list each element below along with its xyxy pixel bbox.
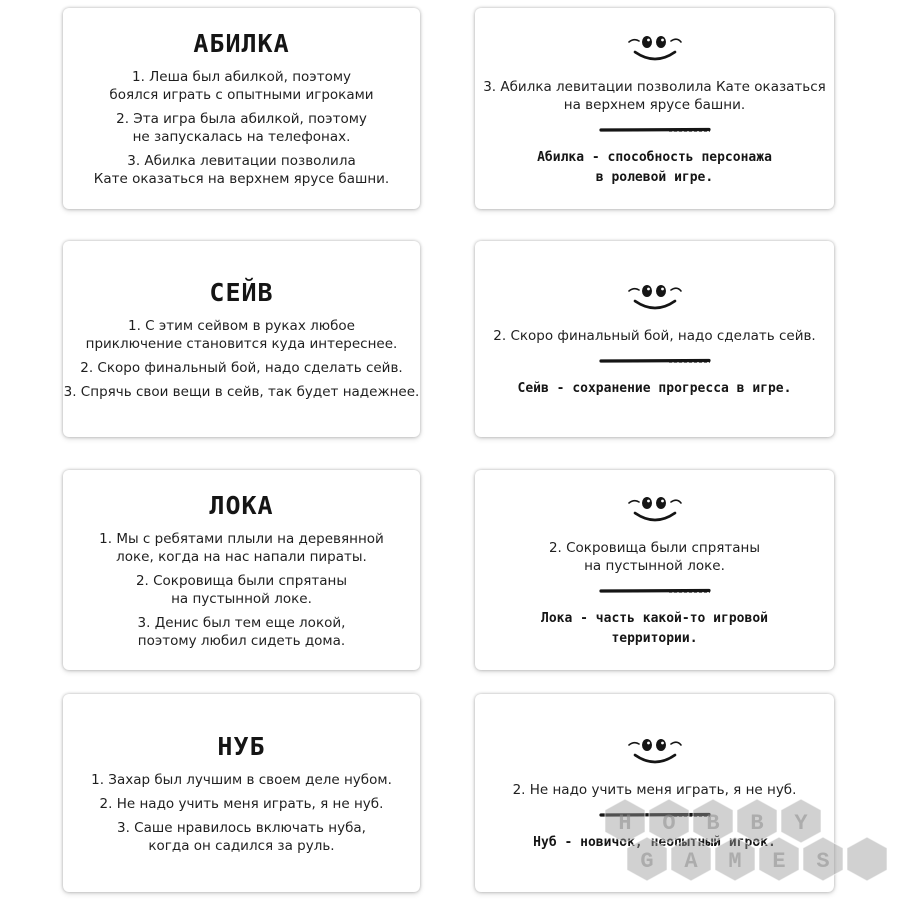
brush-stroke-divider [599, 811, 711, 819]
sentence-3: 3. Абилка левитации позволила Кате оказаться на верхнем ярусе башни. [93, 153, 390, 187]
watermark-letter: E [772, 849, 786, 874]
watermark-letter: O [662, 811, 676, 836]
card-word: АБИЛКА [193, 29, 290, 58]
smiley-face-icon [623, 30, 687, 64]
smiley-face-icon [623, 733, 687, 767]
answer-example: 3. Абилка левитации позволила Кате оказаться на верхнем ярусе башни. [483, 78, 826, 113]
word-card-abilka [63, 8, 420, 209]
brush-stroke-divider [599, 587, 711, 595]
brush-stroke-divider [599, 126, 711, 134]
sentence-1: 1. Захар был лучшим в своем деле нубом. [91, 771, 392, 788]
smiley-face-icon [623, 279, 687, 313]
watermark-letter: Y [794, 811, 808, 836]
answer-card-nub [475, 694, 834, 892]
watermark-letter: B [706, 811, 720, 836]
answer-card-loka [475, 470, 834, 670]
sentence-3: 3. Денис был тем еще локой, поэтому любил сидеть дома. [137, 614, 346, 649]
sentence-2: 2. Сокровища были спрятаны на пустынной локе. [135, 572, 348, 607]
word-definition: Абилка - способность персонажа в ролевой игре. [537, 149, 772, 185]
brush-stroke-divider [599, 357, 711, 365]
watermark-letter: M [728, 849, 742, 874]
sentence-3: 3. Саше нравилось включать нуба, когда он садился за руль. [117, 819, 366, 854]
example-sentences [94, 68, 389, 188]
sentence-2: 2. Эта игра была абилкой, поэтому не запускалась на телефонах. [116, 111, 367, 145]
watermark-letter: H [618, 811, 632, 836]
answer-card-seiv [475, 241, 834, 437]
card-word: ЛОКА [209, 490, 274, 520]
sentence-1: 1. С этим сейвом в руках любое приключение становится куда интереснее. [85, 317, 398, 352]
smiley-face-icon [623, 491, 687, 525]
word-card-seiv [63, 241, 420, 437]
answer-card-abilka [475, 8, 834, 209]
answer-example: 2. Скоро финальный бой, надо сделать сейв. [493, 328, 816, 344]
example-sentences [64, 317, 420, 401]
sentence-1: 1. Леша был абилкой, поэтому боялся играть с опытными игроками [109, 69, 374, 103]
word-definition: Лока - часть какой-то игровой территории. [541, 611, 768, 646]
example-sentences [91, 771, 392, 855]
watermark-letter: B [750, 811, 764, 836]
card-word: СЕЙВ [209, 277, 274, 307]
word-definition: Сейв - сохранение прогресса в игре. [517, 381, 792, 396]
watermark-letter: A [684, 849, 698, 874]
answer-example: 2. Сокровища были спрятаны на пустынной локе. [548, 540, 761, 574]
sentence-1: 1. Мы с ребятами плыли на деревянной локе, когда на нас напали пираты. [99, 530, 384, 565]
word-definition: Нуб - новичок, неопытный игрок. [533, 835, 776, 850]
word-card-loka [63, 470, 420, 670]
sentence-2: 2. Не надо учить меня играть, я не нуб. [99, 795, 384, 812]
word-card-nub [63, 694, 420, 892]
answer-example: 2. Не надо учить меня играть, я не нуб. [512, 782, 797, 798]
watermark-letter: S [816, 849, 830, 874]
card-word: НУБ [217, 731, 266, 761]
watermark-letter: G [640, 849, 654, 874]
sentence-3: 3. Спрячь свои вещи в сейв, так будет надежнее. [63, 383, 420, 400]
example-sentences [99, 530, 384, 650]
sentence-2: 2. Скоро финальный бой, надо сделать сейв. [80, 359, 403, 376]
